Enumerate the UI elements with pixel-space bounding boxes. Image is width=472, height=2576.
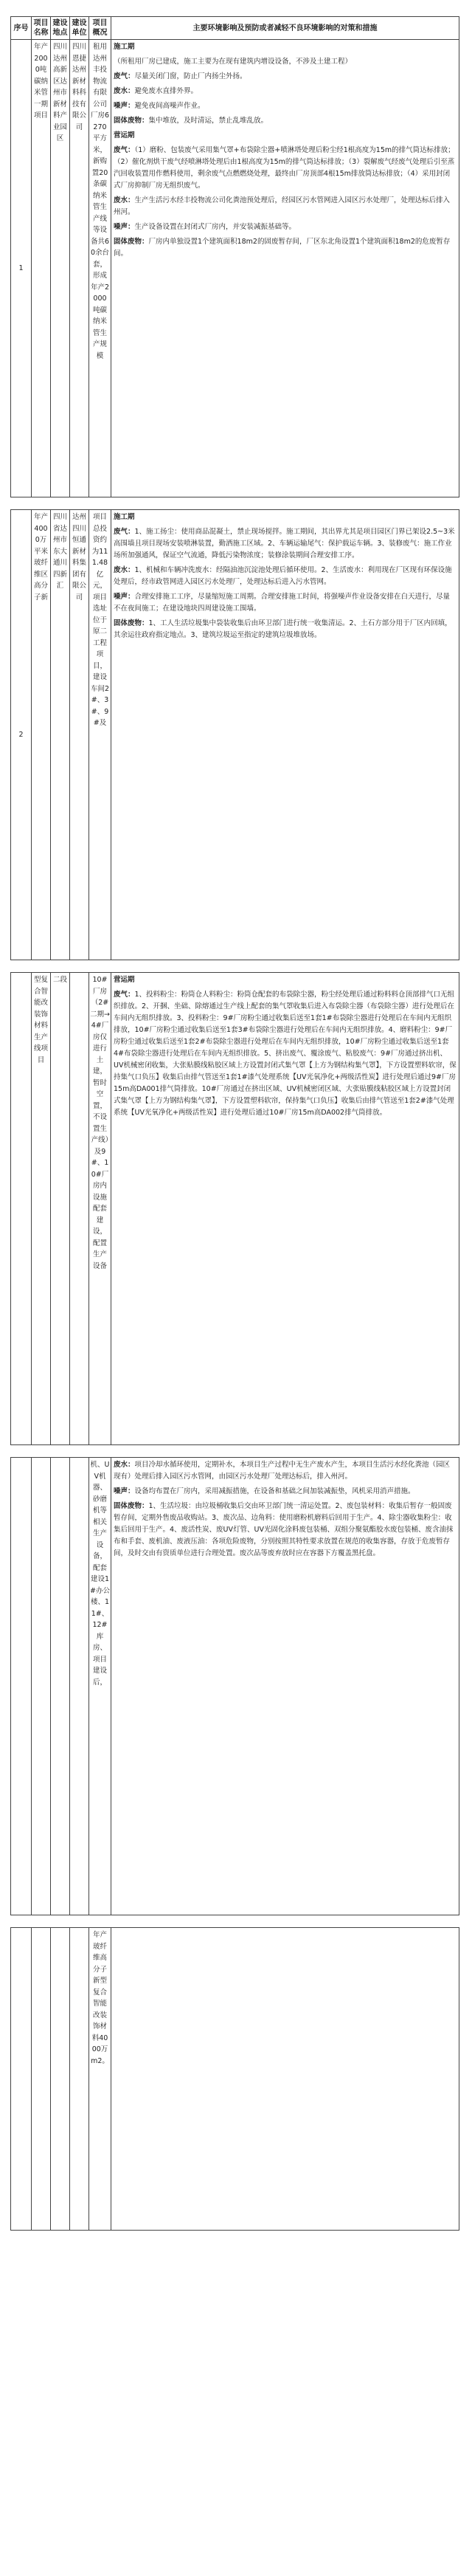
project-name <box>32 1928 51 2231</box>
table-header-row <box>11 17 459 40</box>
document-page <box>10 16 459 2231</box>
construction-unit <box>70 1458 89 1915</box>
measure-item: 噪声：设备均布置在厂房内，采用减振措施，在设备和基础之间加装减振垫，风机采用消声措施。 <box>114 1487 415 1495</box>
project-name <box>32 1458 51 1915</box>
measures-cell <box>111 1458 459 1915</box>
row-no: 1 <box>11 40 32 497</box>
project-overview: 年产玻纤维高分子新型复合智能改装饰材料4000万m2。 <box>89 1928 111 2231</box>
row-spacer <box>11 497 459 510</box>
project-location: 二段 <box>51 973 70 1445</box>
row-no <box>11 1928 32 2231</box>
measure-item: 固体废物：集中堆放，及时清运，禁止乱堆乱放。 <box>114 117 268 125</box>
measures-cell <box>111 973 459 1445</box>
construction-unit: 四川恩捷达州新材料科技有限公司 <box>70 40 89 497</box>
header-project: 项目名称 <box>32 17 51 40</box>
table-row <box>11 40 459 497</box>
measure-item: 废水：1、机械和车辆冲洗废水：经隔油池沉淀池处理后循环使用。2、生活废水：利用现在厂区现有环保设施处理后，经市政管网进入园区污水处理厂，处理达标后进入污水管网。 <box>114 566 452 586</box>
measures-cell <box>111 40 459 497</box>
measure-item: 噪声：生产设备设置在封闭式厂房内，并安装减振基础等。 <box>114 223 296 231</box>
project-location <box>51 1928 70 2231</box>
measure-item: 废气：（1）磨粉、包装废气采用集气罩+布袋除尘器+喷淋塔处理后粉尘经1根高度为15m的排气筒达标排放；（2）催化剂烘干废气经喷淋塔处理后由1根高度为15m的排气筒达标排放；（3）裂解废气经废气处理后引至蒸汽回收装置用作燃料使用，剩余废气点燃燃烧处理，最终由厂房顶部4根15m排放筒达标排放；（4）采用封闭式厂房抑制厂房无组织废气。 <box>114 146 455 190</box>
measure-item: 营运期 <box>114 131 135 140</box>
project-location: 四川达州高新区达州市新材料产业园区 <box>51 40 70 497</box>
measure-item: 噪声：合理安排施工工序，尽量缩短施工周期。合理安排施工时间，将强噪声作业设备安排在白天进行，尽量不在夜间施工；在建设地块四周建设施工围墙。 <box>114 593 451 613</box>
project-name: 年产2000吨碳纳米管一期项目 <box>32 40 51 497</box>
header-measures: 主要环境影响及预防或者减轻不良环境影响的对策和措施 <box>111 17 459 40</box>
header-overview: 项目概况 <box>89 17 111 40</box>
measure-item: 固体废物：1、生活垃圾：由垃圾桶收集后交由环卫部门统一清运处置。2、废包装材料：收集后暂存一般固废暂存间，定期外售废品收购站。3、废次品、边角料：使用磨粉机磨料后回用于生产。4、除尘器收集粉尘：收集后回用于生产。4、废活性炭、废UV灯管、UV光固化涂料废包装桶、双组分聚氨酯胶水废包装桶、废含油抹布和手套、废机油、废液压油：各项危险废物，分别按照其特性要求放置在规范的收集容器，存放于危废暂存间，及时交由有资质单位进行合理处置。废次品等废弃放时应在容器下方覆盖黑托盘。 <box>114 1502 454 1557</box>
construction-unit <box>70 1928 89 2231</box>
row-spacer <box>11 960 459 973</box>
project-overview: 项目总投资约为111.48亿元，项目选址位于原二工程项目，建设车间2#、3#、9#及 <box>89 510 111 960</box>
project-overview: 机、UV机器、砂磨机等相关生产设备，配套建设1#办公楼、11#、12#库房、项目建设后， <box>89 1458 111 1915</box>
row-no <box>11 1458 32 1915</box>
row-spacer <box>11 1915 459 1928</box>
measure-item: 废水：生产生活污水经丰投物流公司化粪池预处理后，经园区污水管网进入园区污水处理厂，处理达标后排入州河。 <box>114 196 451 216</box>
measure-item: 废气：尽量关闭门窗，防止厂内扬尘外扬。 <box>114 72 247 80</box>
construction-unit: 达州四川恒通新材料集团有限公司 <box>70 510 89 960</box>
header-unit: 建设单位 <box>70 17 89 40</box>
table-row <box>11 973 459 1445</box>
measure-item: 施工期 <box>114 43 135 51</box>
construction-unit <box>70 973 89 1445</box>
measure-item: 施工期 <box>114 513 135 521</box>
table-row <box>11 1458 459 1915</box>
env-impact-table <box>10 16 459 2231</box>
measure-item: 噪声：避免夜间高噪声作业。 <box>114 102 205 110</box>
project-name: 年产4000万平米玻纤维区高分子新 <box>32 510 51 960</box>
measure-item: （所租用厂房已建成，施工主要为在现有建筑内增设设备，不涉及土建工程） <box>114 58 353 66</box>
project-overview: 租用达州丰投物流有限公司厂房6270平方米，新购置20条碳纳米管生产线等设备共60余台套，形成年产2000吨碳纳米管生产规模 <box>89 40 111 497</box>
measure-item: 废水：避免废水直排外界。 <box>114 87 198 95</box>
header-location: 建设地点 <box>51 17 70 40</box>
measures-cell <box>111 1928 459 2231</box>
header-no: 序号 <box>11 17 32 40</box>
measure-item: 营运期 <box>114 976 135 984</box>
measure-item: 废水：项目冷却水循环使用，定期补水，本项目生产过程中无生产废水产生，本项目生活污水经化粪池（园区现有）处理后排入园区污水管网，由园区污水处理厂处理达标后，排入州河。 <box>114 1461 451 1481</box>
measure-item: 废气：1、施工扬尘：使用商品混凝土，禁止现场搅拌。施工期间，其出界尤其是项目园区门界已架设2.5~3米高围墙且项目现场安装喷淋装置，勤洒施工区域。2、车辆运输尾气：保护载运车辆。3、装修废气：施工作业场所加强通风，保证空气流通，降低污染物浓度；装修涂装期间合理安排工序。 <box>114 528 455 559</box>
measure-item: 固体废物：厂房内单独设置1个建筑面积18m2的固废暂存间，厂区东北角设置1个建筑面积18m2的危废暂存间。 <box>114 238 451 258</box>
table-row <box>11 510 459 960</box>
row-no <box>11 973 32 1445</box>
project-location <box>51 1458 70 1915</box>
project-name: 型复合智能改装饰材料生产线项目 <box>32 973 51 1445</box>
project-overview: 10#厂房（2#二期→4#厂房仅进行土建，暂时空置，不设置生产线）及9#、10#厂房内设施配套建设，配置生产设备 <box>89 973 111 1445</box>
measure-item: 固体废物：1、工人生活垃圾集中袋装收集后由环卫部门进行统一收集清运。2、土石方部分用于厂区内回填，其余运往政府指定地点。3、建筑垃圾运至指定的建筑垃圾堆放场。 <box>114 619 452 639</box>
measures-cell <box>111 510 459 960</box>
measure-item: 废气：1、投料粉尘：粉筒仓人料粉尘：粉筒仓配套的布袋除尘器，粉尘经处理后通过粉料料仓顶部排气口无组织排放。2、开捆、坐础、除熔通过生产线上配套的集气罩收集后进入布袋除尘器（布袋除尘器）进行处理后在车间内无组织排放。3、投料粉尘：9#厂房粉尘通过收集后送至1套1#布袋除尘器进行处理后在车间内无组织排放，10#厂房粉尘通过收集后送至1套3#布袋除尘器进行处理后在车间内无组织排放。4、磨料粉尘：9#厂房粉尘通过收集后送至1套2#布袋除尘器进行处理后在车间内无组织排放，10#厂房粉尘通过收集后送至1套4#布袋除尘器进行处理后在车间内无组织排放。5、挤出废气、覆涂废气、粘胶废气：9#厂房通过挤出机、UV机械密闭收集，大张贴膜线粘胶区域上方设置封闭式集气罩【上方为钢结构集气罩】，下方设置塑料软帘，保持集气口负压】收集后由排气管送至1套1#漆气处理系统【UV光氧净化+两级活性炭】进行处理后通过9#厂房15m高DA001排气筒排放。10#厂房通过在挤出区域、UV机械密闭区域、大张贴膜线粘胶区域上方设置封闭式集气罩【上方为钢结构集气罩】，下方设置塑料软帘，保持集气口负压】收集后由排气管送至1套2#漆气处理系统【UV光氧净化+两级活性炭】进行处理后通过10#厂房15m高DA002排气筒排放。 <box>114 991 457 1117</box>
row-spacer <box>11 1445 459 1458</box>
table-row <box>11 1928 459 2231</box>
project-location: 四川省达州市东大通川四新汇 <box>51 510 70 960</box>
row-no: 2 <box>11 510 32 960</box>
